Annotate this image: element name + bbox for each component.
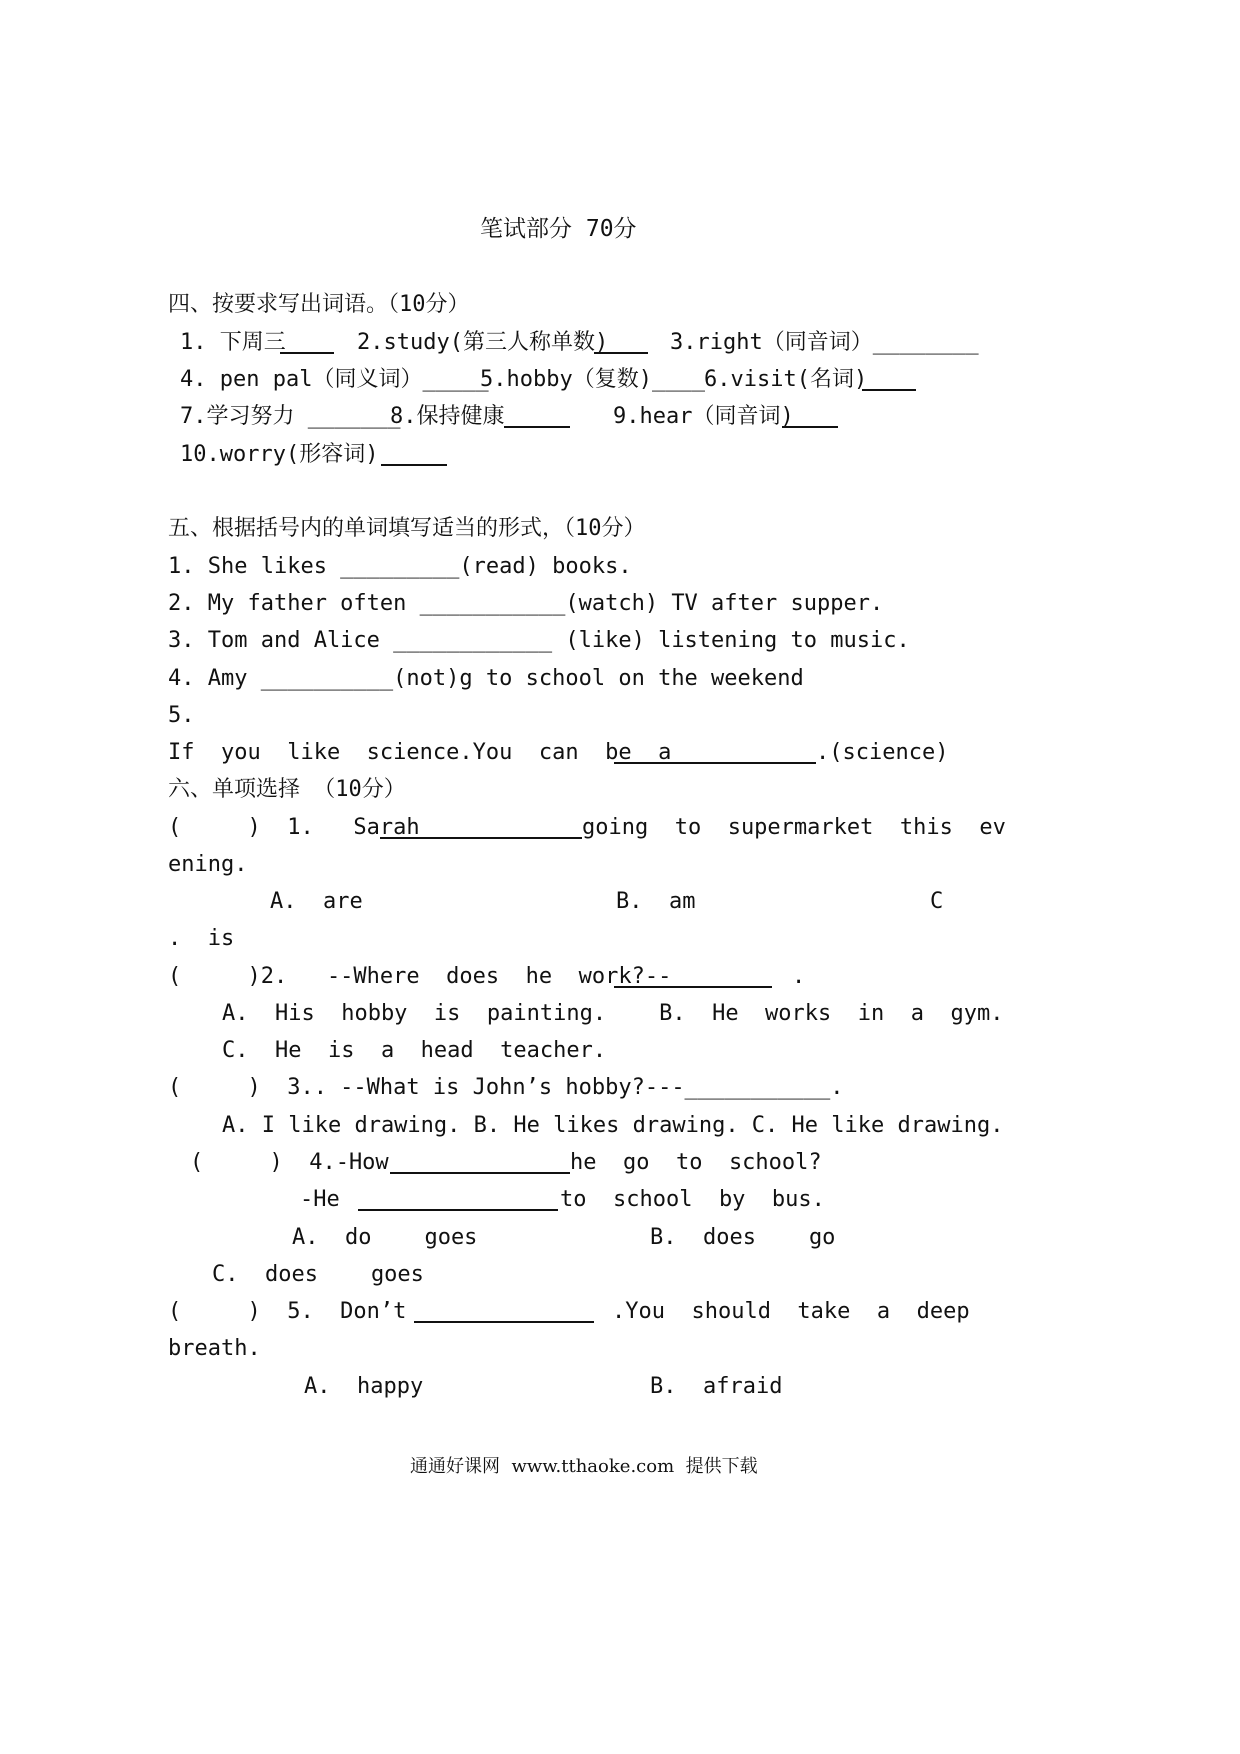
section4-q5: 5.hobby（复数)____ bbox=[480, 367, 705, 392]
section6-q4-option-a: A. do goes bbox=[292, 1225, 478, 1250]
section6-q1-start: ( ) 1. Sarah bbox=[168, 815, 420, 840]
section6-q1-option-b: B. am bbox=[616, 889, 696, 914]
section4-q10: 10.worry(形容词) bbox=[180, 442, 379, 467]
blank-line bbox=[390, 1152, 570, 1174]
section6-q4-option-b: B. does go bbox=[650, 1225, 836, 1250]
blank-line bbox=[594, 332, 648, 354]
blank-line bbox=[782, 406, 838, 428]
section4-q8: 8.保持健康 bbox=[390, 404, 505, 429]
section6-q1-option-c-letter: C bbox=[930, 889, 944, 914]
section5-q5-end: .(science) bbox=[816, 740, 949, 765]
section4-q2: 2.study(第三人称单数) bbox=[357, 330, 609, 355]
section6-q2-option-c: C. He is a head teacher. bbox=[222, 1038, 607, 1063]
blank-line bbox=[381, 444, 447, 466]
section6-q4-rest: he go to school? bbox=[570, 1150, 822, 1175]
blank-line bbox=[614, 742, 816, 764]
section6-q4-option-c: C. does goes bbox=[212, 1262, 424, 1287]
section4-q6: 6.visit(名词) bbox=[704, 367, 868, 392]
section6-q1-option-c: . is bbox=[168, 926, 235, 951]
section6-q5-option-b: B. afraid bbox=[650, 1374, 783, 1399]
section6-q3: ( ) 3.. --What is John’s hobby?---___________. bbox=[168, 1075, 844, 1100]
section6-q1-wrap: ening. bbox=[168, 852, 248, 877]
page-title: 笔试部分 70分 bbox=[480, 216, 637, 242]
section6-q1-option-a: A. are bbox=[270, 889, 363, 914]
section5-q1: 1. She likes _________(read) books. bbox=[168, 554, 632, 579]
section5-q4: 4. Amy __________(not)g to school on the weekend bbox=[168, 666, 804, 691]
section5-q3: 3. Tom and Alice ____________ (like) listening to music. bbox=[168, 628, 910, 653]
section6-q4-start: ( ) 4.-How bbox=[190, 1150, 389, 1175]
section6-q5-start: ( ) 5. Don’t bbox=[168, 1299, 407, 1324]
section6-q2-end: . bbox=[792, 964, 806, 989]
section5-heading: 五、根据括号内的单词填写适当的形式，（10分） bbox=[168, 516, 646, 541]
page-footer: 通通好课网 www.tthaoke.com 提供下载 bbox=[410, 1456, 758, 1477]
blank-line bbox=[414, 1301, 594, 1323]
section5-q2: 2. My father often ___________(watch) TV after supper. bbox=[168, 591, 884, 616]
blank-line bbox=[380, 817, 582, 839]
section6-q5-wrap: breath. bbox=[168, 1336, 261, 1361]
section4-q9: 9.hear（同音词) bbox=[613, 404, 794, 429]
section6-q5-rest: .You should take a deep bbox=[612, 1299, 970, 1324]
blank-line bbox=[614, 966, 772, 988]
section6-q2: ( )2. --Where does he work?-- bbox=[168, 964, 672, 989]
section5-q5-text: If you like science.You can be a bbox=[168, 740, 672, 765]
section4-heading: 四、按要求写出词语。（10分） bbox=[168, 292, 470, 317]
blank-line bbox=[280, 332, 334, 354]
blank-line bbox=[862, 369, 916, 391]
section4-q7: 7.学习努力 _______ bbox=[180, 404, 401, 429]
section6-q3-options: A. I like drawing. B. He likes drawing. C. He like drawing. bbox=[222, 1113, 1004, 1138]
section4-q1: 1. 下周三 bbox=[180, 330, 286, 355]
section6-q4-answer-start: -He bbox=[300, 1187, 340, 1212]
section4-q3: 3.right（同音词）________ bbox=[670, 330, 979, 355]
section6-q5-option-a: A. happy bbox=[304, 1374, 424, 1399]
section6-q1-rest: going to supermarket this ev bbox=[582, 815, 1006, 840]
section5-q5-number: 5. bbox=[168, 703, 195, 728]
blank-line bbox=[358, 1189, 558, 1211]
section6-q4-answer-rest: to school by bus. bbox=[560, 1187, 825, 1212]
section6-heading: 六、单项选择 （10分） bbox=[168, 777, 406, 802]
blank-line bbox=[504, 406, 570, 428]
section6-q2-options-ab: A. His hobby is painting. B. He works in a gym. bbox=[222, 1001, 1004, 1026]
section4-q4: 4. pen pal（同义词）_____ bbox=[180, 367, 489, 392]
